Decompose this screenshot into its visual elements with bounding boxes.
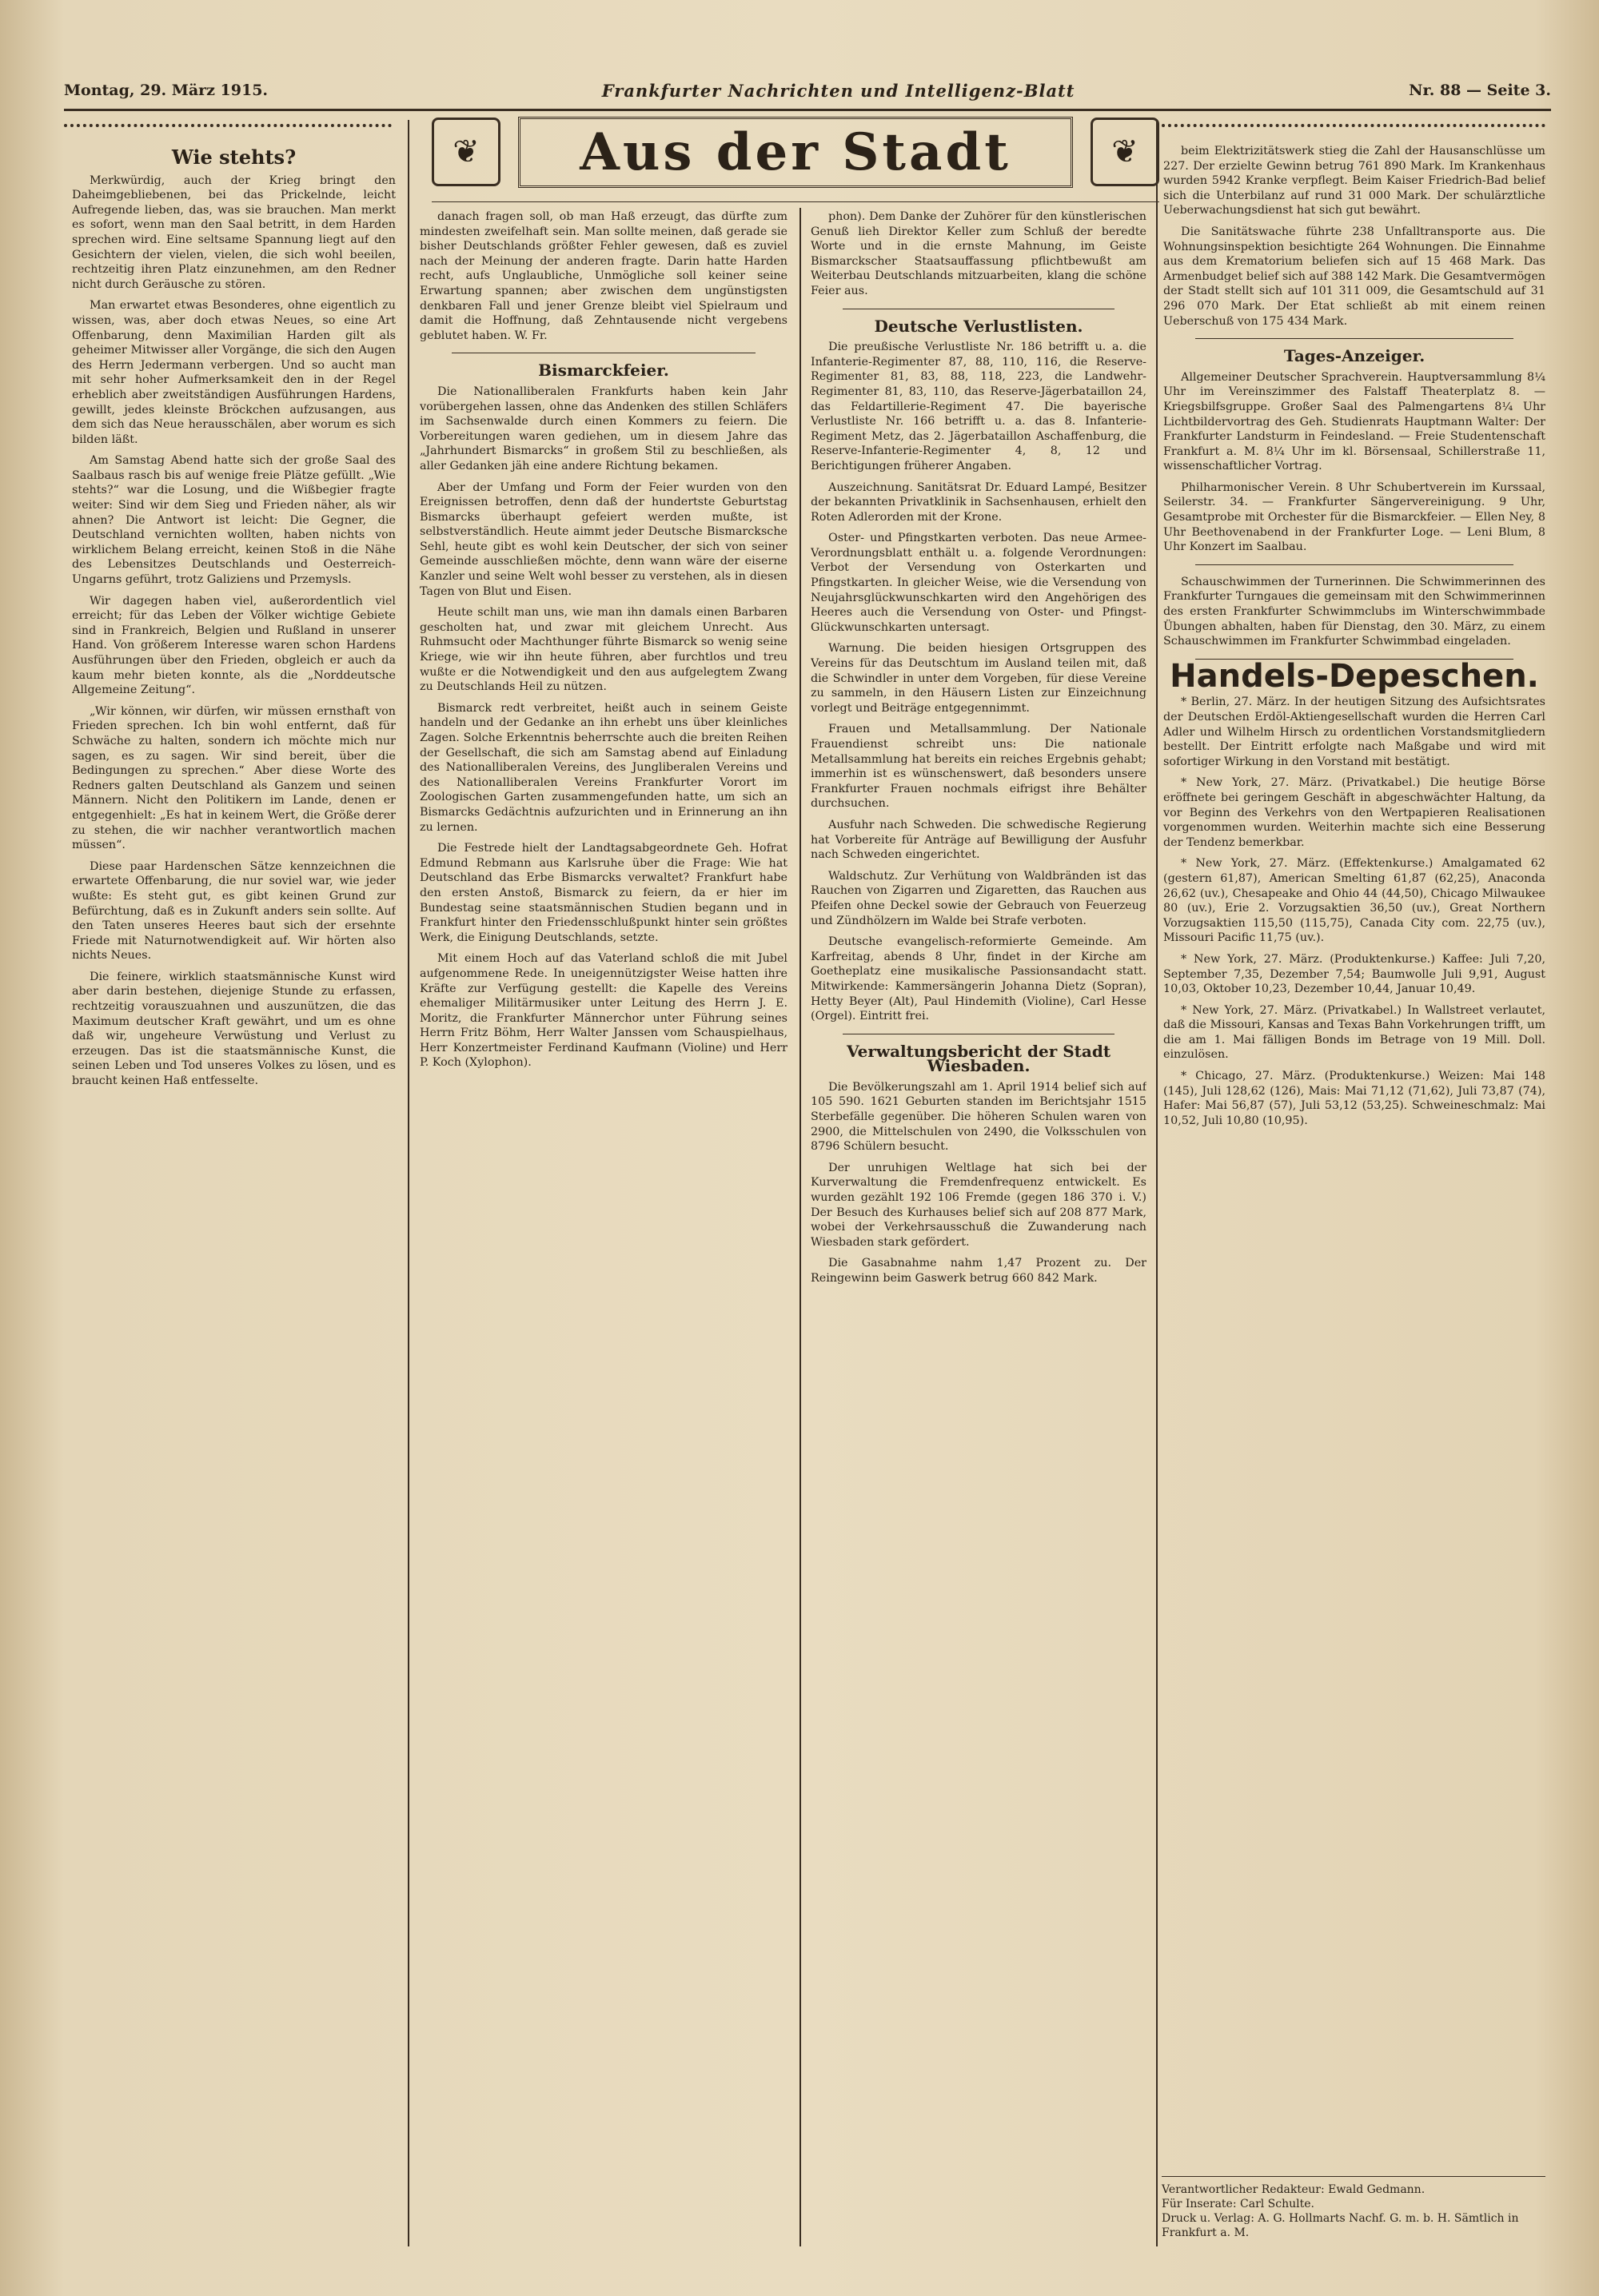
- header-rule: [64, 109, 1551, 111]
- article-paragraph: * New York, 27. März. (Produktenkurse.) Kaffee: Juli 7,20, September 7,35, Dezember 7,54; Baumwolle Juli 9,91, August 10,03, Oktober 10,23, Dezember 10,44, Januar 10,49.: [1163, 952, 1545, 996]
- header-masthead: Frankfurter Nachrichten und Intelligenz-Blatt: [601, 80, 1075, 101]
- article-paragraph: Schauschwimmen der Turnerinnen. Die Schwimmerinnen des Frankfurter Turngaues die gemeinsam mit den Schwimmerinnen des ersten Frankfurter Schwimmclubs im Winterschwimmbade Übungen abhalten, haben für Dienstag, den 30. März, zu einem Schauschwimmen im Frankfurter Schwimmbad eingeladen.: [1163, 575, 1545, 648]
- article-paragraph: Die Sanitätswache führte 238 Unfalltransporte aus. Die Wohnungsinspektion besichtigte 264 Wohnungen. Die Einnahme aus dem Krematorium beliefen sich auf 15 468 Mark. Das Armenbudget belief sich auf 388 142 Mark. Die Gesamtvermögen der Stadt stellt sich auf 101 311 009, die Gesamtschuld auf 31 296 070 Mark. Der Etat schließt ab mit einem reinen Ueberschuß von 175 434 Mark.: [1163, 225, 1545, 328]
- imprint-editor: Verantwortlicher Redakteur: Ewald Gedmann.: [1162, 2183, 1426, 2196]
- article-paragraph: * New York, 27. März. (Privatkabel.) Die heutige Börse eröffnete bei geringem Geschäft in abgeschwächter Haltung, da vor Beginn des Verkehrs von den Wertpapieren Realisationen vorgenommen wurden. Weiterhin machte sich eine Besserung der Tendenz bemerkbar.: [1163, 776, 1545, 849]
- article-paragraph: Die Nationalliberalen Frankfurts haben kein Jahr vorübergehen lassen, ohne das Andenken des stillen Schläfers im Sachsenwalde durch einen Kommers zu feiern. Die Vorbereitungen waren gediehen, um in diesem Jahre das „Jahrhundert Bismarcks“ in großem Stil zu beschließen, als aller Gedanken jäh eine andere Richtung bekamen.: [420, 385, 788, 472]
- article-paragraph: „Wir können, wir dürfen, wir müssen ernsthaft von Frieden sprechen. Ich bin wohl entfernt, daß für Schwäche zu halten, sondern ich möchte mich nur sagen, es zu sagen. Wir sind bereit, über die Bedingungen zu sprechen.“ Aber diese Worte des Redners galten Deutschland als Ganzem und seinen Männern. Nicht den Politikern im Lande, denen er entgegenhielt: „Es hat in keinem Wert, die Größe derer zu stehen, die wir nachher verantwortlich machen müssen“.: [72, 704, 396, 852]
- article-paragraph: * Chicago, 27. März. (Produktenkurse.) Weizen: Mai 148 (145), Juli 128,62 (126), Mais: Mai 71,12 (71,62), Juli 73,87 (74), Hafer: Mai 56,87 (57), Juli 53,12 (53,25). Schweineschmalz: Mai 10,52, Juli 10,80 (10,95).: [1163, 1070, 1545, 1127]
- article-paragraph: Diese paar Hardenschen Sätze kennzeichnen die erwartete Offenbarung, die nur soviel war, wie jeder wußte: Es steht gut, es gibt keinen Grund zur Befürchtung, daß es in Zukunft anders sein sollte. Auf den Taten unseres Heeres baut sich der ersehnte Friede mit Naturnotwendigkeit auf. Wir hörten also nichts Neues.: [72, 859, 396, 963]
- column-divider-1: [408, 120, 409, 2246]
- imprint-publisher: Druck u. Verlag: A. G. Hollmarts Nachf. G. m. b. H. Sämtlich in Frankfurt a. M.: [1162, 2212, 1519, 2239]
- article-paragraph: Am Samstag Abend hatte sich der große Saal des Saalbaus rasch bis auf wenige freie Plätze gefüllt. „Wie stehts?“ war die Losung, und die Wißbegier fragte weiter: Sind wir dem Sieg und Frieden näher, als wir ahnen? Die Antwort ist leicht: Die Gegner, die Deutschland vernichten wollten, haben nichts von wirklichem Belang erreicht, keinen Stoß in die Nähe des Lebensitzes Deutschlands und Oesterreich-Ungarns geführt, trotz Galiziens und Przemysls.: [72, 454, 396, 587]
- article-paragraph: * Berlin, 27. März. In der heutigen Sitzung des Aufsichtsrates der Deutschen Erdöl-Aktiengesellschaft wurden die Herren Carl Adler und Wilhelm Hirsch zu ordentlichen Vorstandsmitgliedern bestellt. Der Eintritt erfolgte nach Maßgabe und wird mit sofortiger Wirkung in den Vorstand mit bestätigt.: [1163, 696, 1545, 768]
- article-paragraph: Mit einem Hoch auf das Vaterland schloß die mit Jubel aufgenommene Rede. In uneigennützigster Weise hatten ihre Kräfte zur Verfügung gestellt: die Kapelle des Vereins ehemaliger Militärmusiker unter Leitung des Herrn J. E. Moritz, die Frankfurter Männerchor unter Führung seines Herrn Fritz Böhm, Herr Walter Janssen vom Schauspielhaus, Herr Konzertmeister Ferdinand Kaufmann (Violine) und Herr P. Koch (Xylophon).: [420, 952, 788, 1070]
- section-title: Aus der Stadt: [518, 117, 1073, 188]
- article-title-verwaltungsbericht: Verwaltungsbericht der Stadt Wiesbaden.: [846, 1041, 1111, 1076]
- article-paragraph: Heute schilt man uns, wie man ihn damals einen Barbaren gescholten hat, und zwar mit gleichem Unrecht. Aus Ruhmsucht oder Machthunger führte Bismarck so wenig seine Kriege, wie wir ihn heute führen, aber furchtlos und treu wußte er die Notwendigkeit und den aus aufgelegtem Zwang zu Deutschlands Heil zu nützen.: [420, 606, 788, 694]
- article-paragraph: Die Festrede hielt der Landtagsabgeordnete Geh. Hofrat Edmund Rebmann aus Karlsruhe über die Frage: Wie hat Deutschland das Erbe Bismarcks verwaltet? Frankfurt habe den ersten Anstoß, Bismarck zu feiern, da er hier im Bundestag seine staatsmännischen Studien begann und in Frankfurt hinter den Friedensschlußpunkt hinter sein größtes Werk, die Einigung Deutschlands, setzte.: [420, 842, 788, 944]
- article-paragraph: * New York, 27. März. (Privatkabel.) In Wallstreet verlautet, daß die Missouri, Kansas and Texas Bahn Vorkehrungen trifft, um die am 1. Mai fälligen Bonds im Betrage von 19 Mill. Doll. einzulösen.: [1163, 1003, 1545, 1062]
- column-4: [1163, 144, 1545, 2174]
- article-paragraph: Wir dagegen haben viel, außerordentlich viel erreicht; für das Leben der Völker wichtige Gebiete sind in Frankreich, Belgien und Rußland in unserer Hand. Von größerem Interesse waren schon Hardens Ausführungen über den Frieden, obgleich er auch da kaum mehr bieten konnte, als die „Norddeutsche Allgemeine Zeitung“.: [72, 594, 396, 697]
- column-2: [420, 209, 788, 2240]
- dotted-rule-right: [1162, 124, 1545, 127]
- column-3: [811, 209, 1146, 2240]
- article-title-verlustlisten: Deutsche Verlustlisten.: [874, 316, 1083, 336]
- article-paragraph: beim Elektrizitätswerk stieg die Zahl der Hausanschlüsse um 227. Der erzielte Gewinn betrug 761 890 Mark. Im Krankenhaus wurden 5942 Kranke verpflegt. Beim Kaiser Friedrich-Bad belief sich die Unterbilanz auf rund 31 000 Mark. Der schulärztliche Ueberwachungsdienst hat sich gut bewährt.: [1163, 145, 1545, 217]
- article-separator: [1195, 338, 1513, 339]
- article-paragraph: Der unruhigen Weltlage hat sich bei der Kurverwaltung die Fremdenfrequenz entwickelt. Es wurden gezählt 192 106 Fremde (gegen 186 370 i. V.) Der Besuch des Kurhauses belief sich auf 208 877 Mark, wobei der Verkehrsausschuß die Zuwanderung nach Wiesbaden stark gefördert.: [811, 1161, 1146, 1249]
- article-paragraph: Aber der Umfang und Form der Feier wurden von den Ereignissen betroffen, denn daß der hundertste Geburtstag Bismarcks überhaupt gefeiert werden mußte, ist selbstverständlich. Heute aimmt jeder Deutsche Bismarcksche Sehl, heute gibt es wohl kein Deutscher, der sich von seiner Gemeinde ausschließen möchte, denn wann wäre der eiserne Kanzler und seine Welt wohl besser zu verstehen, als in diesen Tagen von Blut und Eisen.: [420, 480, 788, 598]
- imprint: [1162, 2182, 1545, 2240]
- article-title-handels-depeschen: Handels-Depeschen.: [1170, 657, 1539, 695]
- article-paragraph: danach fragen soll, ob man Haß erzeugt, das dürfte zum mindesten zweifelhaft sein. Man sollte meinen, daß gerade sie bisher Deutschlands größter Fehler gewesen, daß es zuviel nach der Meinung der anderen fragte. Darin hatte Harden recht, aufs Unglaubliche, Unmögliche soll keiner seine Erwartung spannen; aber zwischen dem ungünstigsten denkbaren Fall und jener Grenze bleibt viel Spielraum und damit die Hoffnung, daß Zehntausende nicht vergebens geblutet haben. W. Fr.: [420, 210, 788, 342]
- column-1: [72, 144, 396, 2246]
- masthead-rule: [432, 201, 1159, 202]
- article-paragraph: Warnung. Die beiden hiesigen Ortsgruppen des Vereins für das Deutschtum im Ausland teilen mit, daß die Schwindler in unter dem Vorgeben, für diese Vereine zu sammeln, in den Häusern Listen zur Einzeichnung vorlegt und Beiträge entgegennimmt.: [811, 642, 1146, 715]
- article-paragraph: Allgemeiner Deutscher Sprachverein. Hauptversammlung 8¼ Uhr im Vereinszimmer des Falstaff Theaterplatz 8. — Kriegsbilfsgruppe. Großer Saal des Palmengartens 8¼ Uhr Lichtbildervortrag des Geh. Studienrats Hauptmann Walter: Der Frankfurter Landsturm in Feindesland. — Freie Studentenschaft Frankfurt a. M. 8¼ Uhr im kl. Börsensaal, Schillerstraße 11, wissenschaftlicher Vortrag.: [1163, 370, 1545, 473]
- column-divider-2: [800, 208, 801, 2246]
- article-paragraph: Man erwartet etwas Besonderes, ohne eigentlich zu wissen, was, aber doch etwas Neues, so eine Art Offenbarung, denn Maximilian Harden gilt als geheimer Mitwisser aller Vorgänge, die sich den Augen des Herrn Jedermann verbergen. Und so aucht man mit sehr hoher Aufmerksamkeit den in der Regel erheblich aber zweitständigen Ausführungen Hardens, gewillt, jedes kleinste Bröckchen aufzusangen, aus dem sich das Neue herausschälen, aber worum es sich bilden läßt.: [72, 299, 396, 446]
- article-paragraph: Merkwürdig, auch der Krieg bringt den Daheimgebliebenen, bei das Prickelnde, leicht Aufregende lieben, das, was sie brauchen. Man merkt es sofort, wenn man den Saal betritt, in dem Harden sprechen wird. Eine seltsame Spannung liegt auf den Gesichtern der vielen, vielen, die sich wohl beeilen, rechtzeitig ihren Platz einzunehmen, am den Redner nicht durch Geräusche zu stören.: [72, 173, 396, 291]
- dotted-rule-left: [64, 124, 392, 127]
- article-title-wie-stehts: Wie stehts?: [171, 145, 297, 169]
- article-paragraph: phon). Dem Danke der Zuhörer für den künstlerischen Genuß lieh Direktor Keller zum Schluß der beredte Worte und in die ernste Mahnung, im Geiste Bismarckscher Staatsauffassung pflichtbewußt am Weiterbau Deutschlands mitzuarbeiten, klang die schöne Feier aus.: [811, 210, 1146, 297]
- column-divider-3: [1156, 120, 1158, 2246]
- ornament-right-icon: ❦: [1091, 118, 1159, 186]
- article-paragraph: Deutsche evangelisch-reformierte Gemeinde. Am Karfreitag, abends 8 Uhr, findet in der Kirche am Goetheplatz eine musikalische Passionsandacht statt. Mitwirkende: Kammersängerin Johanna Dietz (Sopran), Hetty Beyer (Alt), Paul Hindemith (Violine), Carl Hesse (Orgel). Eintritt frei.: [811, 935, 1146, 1023]
- footer-rule: [1162, 2176, 1545, 2177]
- article-paragraph: Waldschutz. Zur Verhütung von Waldbränden ist das Rauchen von Zigarren und Zigaretten, das Rauchen aus Pfeifen ohne Deckel sowie der Gebrauch von Feuerzeug und Zündhölzern im Walde bei Strafe verboten.: [811, 869, 1146, 927]
- article-title-bismarckfeier: Bismarckfeier.: [538, 361, 669, 381]
- article-paragraph: * New York, 27. März. (Effektenkurse.) Amalgamated 62 (gestern 61,87), American Smelting 61,87 (62,25), Anaconda 26,62 (uv.), Chesapeake and Ohio 44 (44,50), Chicago Milwaukee 80 (uv.), Erie 2. Vorzugsaktien 36,50 (uv.), Great Northern Vorzugsaktien 115,50 (115,75), Canada City com. 22,75 (uv.), Missouri Pacific 11,75 (uv.).: [1163, 857, 1545, 945]
- article-separator: [1195, 564, 1513, 565]
- ornament-left-icon: ❦: [432, 118, 500, 186]
- imprint-ads: Für Inserate: Carl Schulte.: [1162, 2198, 1314, 2210]
- article-title-tages-anzeiger: Tages-Anzeiger.: [1283, 346, 1426, 366]
- header-date: Montag, 29. März 1915.: [64, 82, 269, 99]
- article-paragraph: Frauen und Metallsammlung. Der Nationale Frauendienst schreibt uns: Die nationale Metallsammlung hat bereits ein reiches Ergebnis gehabt; immerhin ist es wünschenswert, daß besonders unsere Frankfurter Frauen nochmals eifrigst ihre Behälter durchsuchen.: [811, 723, 1146, 811]
- article-paragraph: Philharmonischer Verein. 8 Uhr Schubertverein im Kurssaal, Seilerstr. 34. — Frankfurter Sängervereinigung. 9 Uhr, Gesamtprobe mit Orchester für die Bismarckfeier. — Ellen Ney, 8 Uhr Beethovenabend in der Frankfurter Loge. — Leni Blum, 8 Uhr Konzert im Saalbau.: [1163, 480, 1545, 554]
- article-paragraph: Auszeichnung. Sanitätsrat Dr. Eduard Lampé, Besitzer der bekannten Privatklinik in Sachsenhausen, erhielt den Roten Adlerorden mit der Krone.: [811, 480, 1146, 524]
- article-paragraph: Die Bevölkerungszahl am 1. April 1914 belief sich auf 105 590. 1621 Geburten standen im Berichtsjahr 1515 Sterbefälle gegenüber. Die höheren Schulen waren von 2900, die Mittelschulen von 2490, die Volksschulen von 8796 Schülern besucht.: [811, 1080, 1146, 1154]
- article-paragraph: Die preußische Verlustliste Nr. 186 betrifft u. a. die Infanterie-Regimenter 87, 88, 110, 116, die Reserve-Regimenter 81, 83, 88, 118, 223, die Landwehr-Regimenter 81, 83, 110, das Reserve-Jägerbataillon 24, das Feldartillerie-Regiment 47. Die bayerische Verlustliste Nr. 166 betrifft u. a. das 8. Infanterie-Regiment Metz, das 2. Jägerbataillon Aschaffenburg, die Reserve-Infanterie-Regimenter 4, 8, 12 und Berichtigungen früherer Angaben.: [811, 341, 1146, 472]
- article-paragraph: Die feinere, wirklich staatsmännische Kunst wird aber darin bestehen, diejenige Stunde zu erfassen, rechtzeitig vorauszuahnen und auszunützen, die das Maximum deutscher Kraft gewährt, und um es ohne daß wir, ungeheure Verwüstung und Verlust zu erzeugen. Das ist die staatsmännische Kunst, die seinen Leben und Tod unseres Volkes zu lösen, und es braucht keinen Haß entfesselte.: [72, 970, 396, 1088]
- page-header: [64, 77, 1551, 104]
- article-paragraph: Ausfuhr nach Schweden. Die schwedische Regierung hat Vorbereite für Anträge auf Bewilligung der Ausfuhr nach Schweden eingerichtet.: [811, 818, 1146, 862]
- article-paragraph: Die Gasabnahme nahm 1,47 Prozent zu. Der Reingewinn beim Gaswerk betrug 660 842 Mark.: [811, 1257, 1146, 1285]
- article-paragraph: Bismarck redt verbreitet, heißt auch in seinem Geiste handeln und der Gedanke an ihn erhebt uns über kleinliches Zagen. Solche Erkenntnis beherrschte auch die breiten Reihen der Gesellschaft, die sich am Samstag abend auf Einladung des Nationalliberalen Vereins, des Jungliberalen Vereins und des Nationalliberalen Vereins Frankfurter Vorort im Zoologischen Garten zusammengefunden hatte, um sich an Bismarcks Gedächtnis aufzurichten und in Erinnerung an ihn zu lernen.: [420, 701, 788, 834]
- header-page-number: Nr. 88 — Seite 3.: [1409, 82, 1551, 99]
- section-masthead: [432, 112, 1159, 192]
- article-paragraph: Oster- und Pfingstkarten verboten. Das neue Armee-Verordnungsblatt enthält u. a. folgende Verordnungen: Verbot der Versendung von Osterkarten und Pfingstkarten. In gleicher Weise, wie die Versendung von Neujahrsglückwunschkarten wird den Angehörigen des Heeres auch die Versendung von Oster- und Pfingst-Glückwunschkarten untersagt.: [811, 532, 1146, 634]
